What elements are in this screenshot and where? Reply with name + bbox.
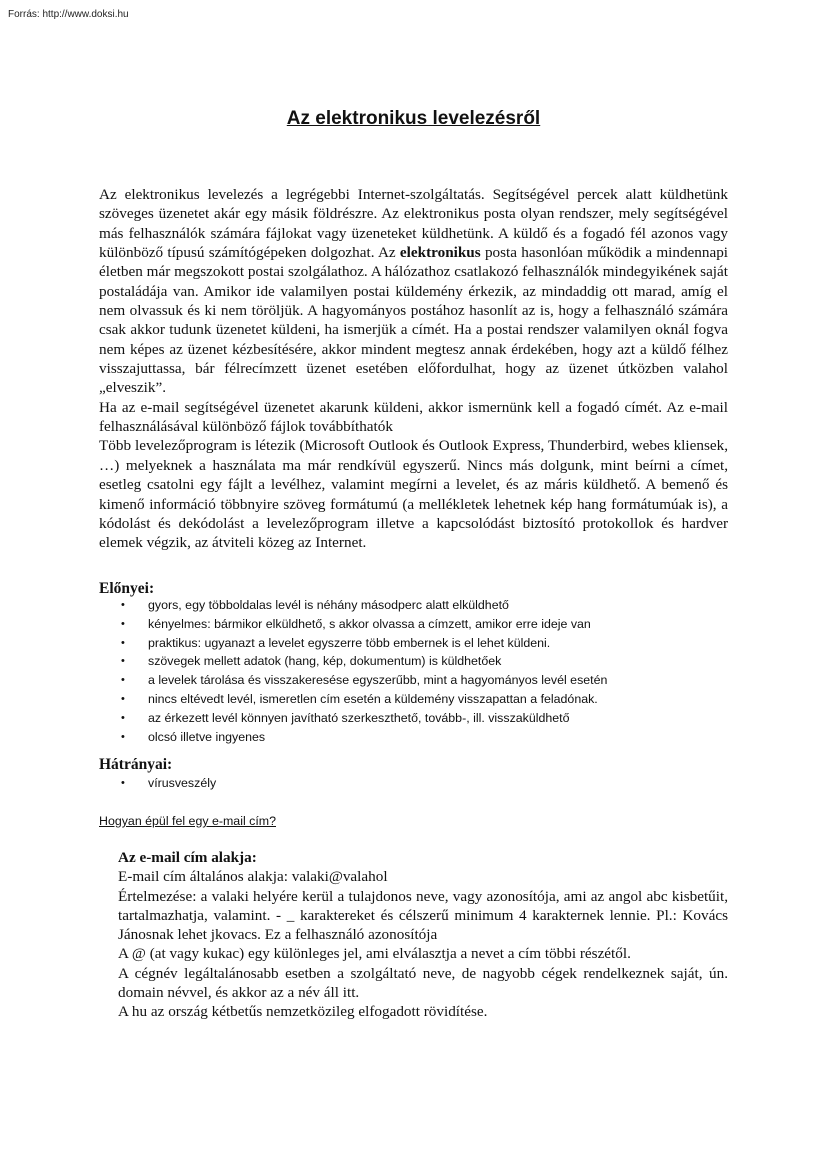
page-title: Az elektronikus levelezésről (286, 108, 541, 129)
list-item (99, 615, 607, 634)
list-item (99, 774, 216, 793)
intro-text-part2: posta hasonlóan működik a mindennapi életben már megszokott postai szolgálathoz. A hálózathoz csatlakozó felhasználók mindegyikének saját postaládája van. Amikor ide valamilyen postai küldemény érkezik, az mindaddig ott marad, amíg el nem olvassuk és ki nem töröljük. A hagyományos postához hasonlít az is, hogy a felhasználó számára csak akkor tudunk üzenetet küldeni, ha ismerjük a címét. Ha a postai rendszer valamilyen oknál fogva nem képes az üzenet kézbesítésére, akkor mindent megtesz annak érdekében, hogy azt a küldő félhez visszajuttassa, bár félrecímzett üzenet esetében előfordulhat, hogy az üzenet útközben valahol „elveszik”. (99, 244, 729, 397)
intro-paragraph-1 (99, 185, 728, 398)
intro-paragraph-2: Ha az e-mail segítségével üzenetet akarunk küldeni, akkor ismernünk kell a fogadó címét. Az e-mail felhasználásával különböző fájlok továbbíthatók (99, 398, 728, 436)
list-item-text: gyors, egy többoldalas levél is néhány másodperc alatt elküldhető (148, 598, 509, 612)
bullet-icon: • (121, 674, 125, 687)
list-item (99, 671, 607, 690)
list-item-text: szövegek mellett adatok (hang, kép, dokumentum) is küldhetőek (148, 654, 502, 669)
email-format-line: Értelmezése: a valaki helyére kerül a tulajdonos neve, vagy azonosítója, ami az angol abc kisbetűit, tartalmazhatja, valamint. - _ karaktereket és célszerű minimum 4 karakternek lennie. Pl.: Kovács Jánosnak lehet jkovacs. Ez a felhasználó azonosítója (118, 887, 728, 944)
intro-bold-word: elektronikus (399, 244, 481, 262)
list-item-text: kényelmes: bármikor elküldhető, s akkor olvassa a címzett, amikor erre ideje van (148, 616, 591, 631)
list-item (99, 690, 607, 709)
intro-text-part1: Az elektronikus levelezés a legrégebbi Internet-szolgáltatás. Segítségével percek alatt küldhetünk szöveges üzenetet akár egy másik földrészre. Az elektronikus posta olyan rendszer, mely segítségével más felhasználók számára fájlokat vagy üzeneteket küldhetünk. A küldő és a fogadó fél azonos vagy különböző típusú számítógépeken dolgozhat. Az (99, 186, 728, 262)
bullet-icon: • (121, 692, 125, 705)
advantages-heading: Előnyei: (99, 580, 155, 597)
bullet-icon: • (121, 777, 125, 789)
email-format-section (118, 848, 728, 1022)
list-item (99, 652, 607, 671)
email-format-line: A @ (at vagy kukac) egy különleges jel, ami elválasztja a nevet a cím többi részétől. (118, 945, 631, 963)
bullet-icon: • (121, 636, 125, 649)
bullet-icon: • (121, 599, 125, 611)
bullet-icon: • (121, 730, 125, 743)
list-item (99, 634, 607, 653)
email-format-heading: Az e-mail cím alakja: (118, 849, 257, 866)
bullet-icon: • (121, 711, 125, 724)
source-note: Forrás: http://www.doksi.hu (8, 9, 129, 20)
advantages-list (99, 596, 607, 746)
intro-paragraph-3: Több levelezőprogram is létezik (Microsoft Outlook és Outlook Express, Thunderbird, webes kliensek, …) melyeknek a használata ma már rendkívül egyszerű. Nincs más dolgunk, mint beírni a címet, esetleg csatolni egy fájlt a levélhez, valamint megírni a levelet, és az máris küldhető. A bemenő és kimenő információ többnyire szöveg formátumú (a mellékletek lehetnek kép hang formátumúak is), a kódolást és dekódolást a levelezőprogram illetve a kapcsolódást biztosító protokollok és hardver elemek végzik, az átviteli közeg az Internet. (99, 437, 728, 552)
bullet-icon: • (121, 617, 125, 630)
list-item (99, 728, 607, 747)
list-item (99, 709, 607, 728)
list-item-text: vírusveszély (148, 776, 217, 790)
email-structure-question: Hogyan épül fel egy e-mail cím? (99, 814, 276, 828)
list-item-text: az érkezett levél könnyen javítható szerkeszthető, tovább-, ill. visszaküldhető (148, 710, 570, 725)
bullet-icon: • (121, 655, 125, 668)
intro-section (99, 185, 728, 553)
list-item (99, 596, 607, 615)
email-format-line: A hu az ország kétbetűs nemzetközileg elfogadott rövidítése. (118, 1003, 488, 1021)
list-item-text: praktikus: ugyanazt a levelet egyszerre több embernek is el lehet küldeni. (148, 635, 551, 650)
list-item-text: nincs eltévedt levél, ismeretlen cím esetén a küldemény visszapattan a feladónak. (148, 691, 598, 706)
list-item-text: olcsó illetve ingyenes (148, 729, 266, 744)
disadvantages-list (99, 774, 216, 793)
email-format-line: A cégnév legáltalánosabb esetben a szolgáltató neve, de nagyobb cégek rendelkeznek saját, ún. domain névvel, és akkor az a név áll itt. (118, 964, 728, 1002)
email-format-line: E-mail cím általános alakja: valaki@valahol (118, 868, 388, 886)
disadvantages-heading: Hátrányai: (99, 756, 173, 773)
list-item-text: a levelek tárolása és visszakeresése egyszerűbb, mint a hagyományos levél esetén (148, 673, 608, 688)
